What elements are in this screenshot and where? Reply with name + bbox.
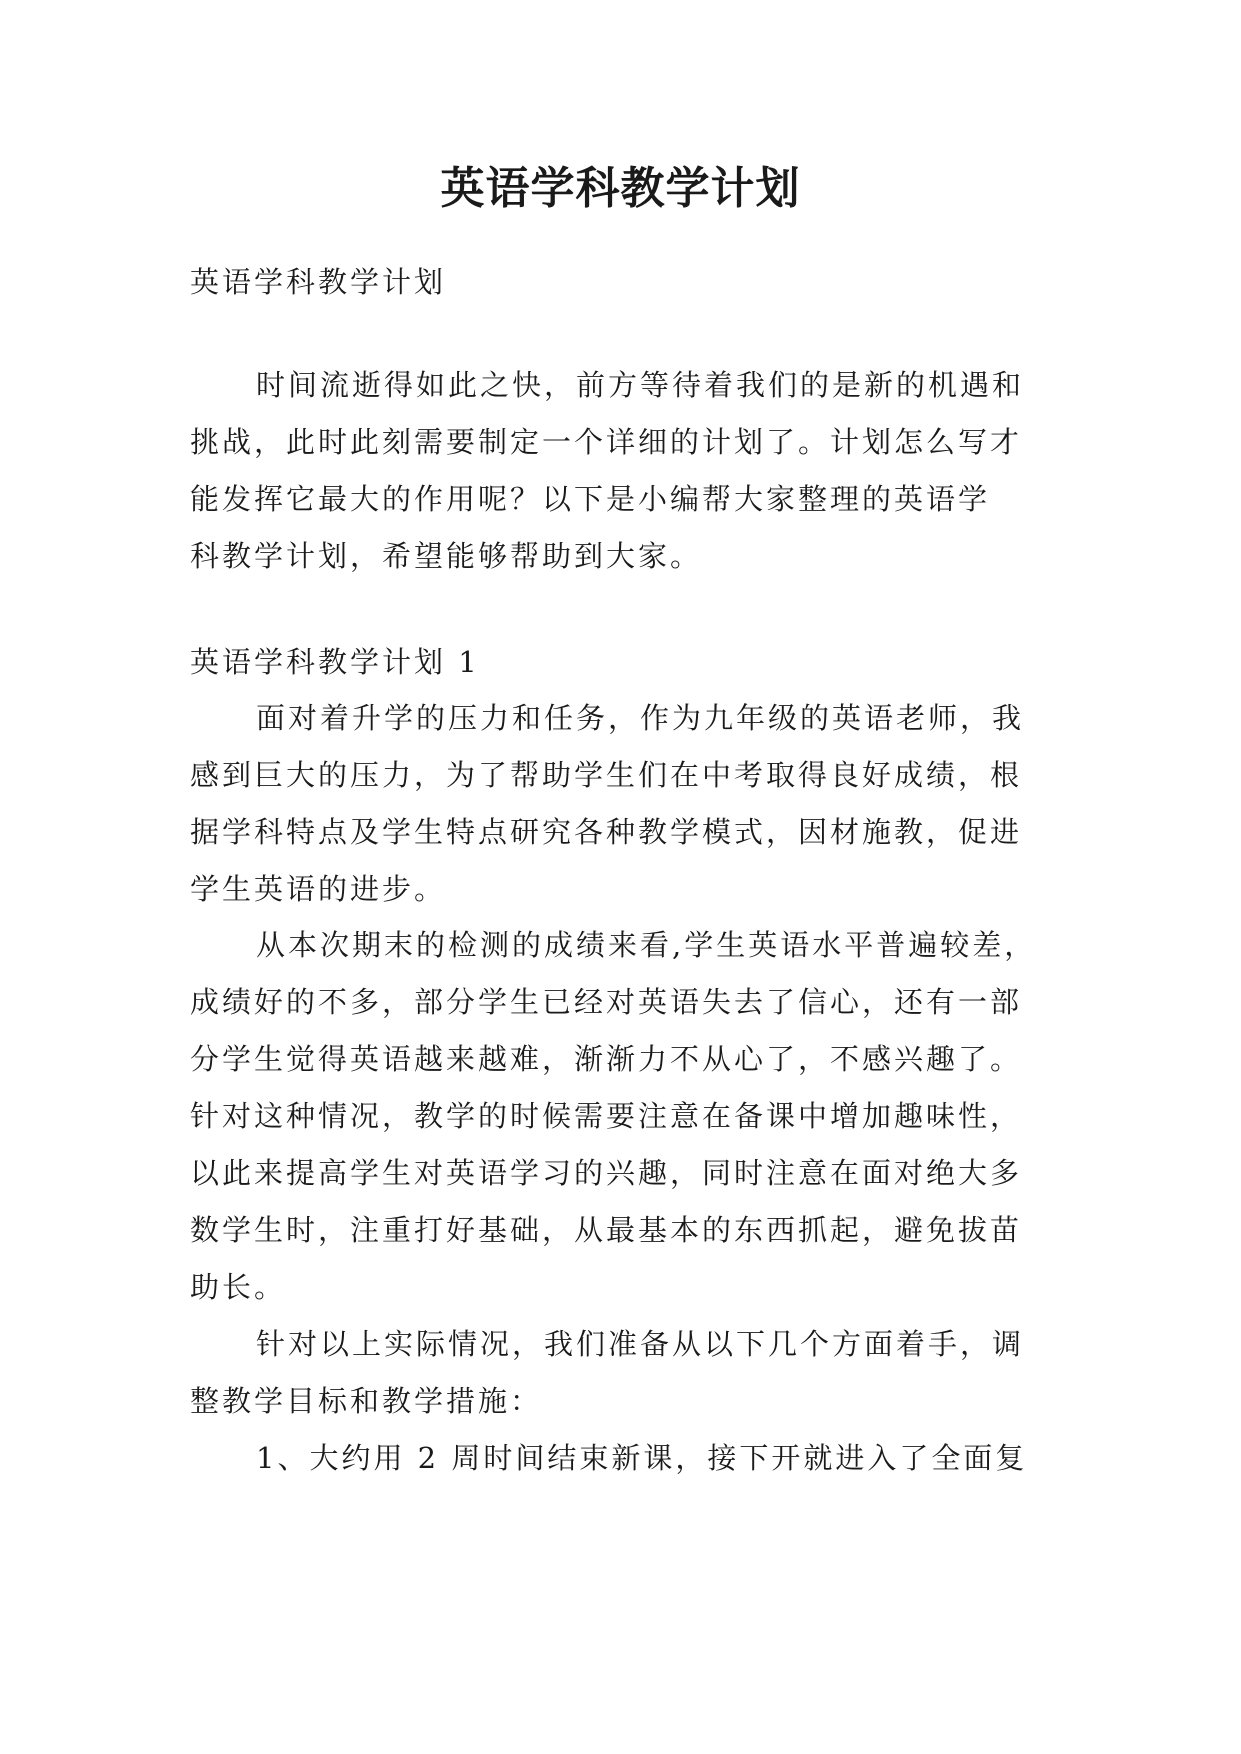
paragraph-line: 针对以上实际情况，我们准备从以下几个方面着手，调 [256, 1327, 1025, 1361]
document-subtitle: 英语学科教学计划 [190, 265, 447, 299]
intro-line: 科教学计划，希望能够帮助到大家。 [190, 539, 703, 573]
intro-line: 时间流逝得如此之快，前方等待着我们的是新的机遇和 [256, 368, 1025, 402]
paragraph-line: 助长。 [190, 1270, 287, 1304]
paragraph-line: 据学科特点及学生特点研究各种教学模式，因材施教，促进 [190, 815, 1023, 849]
paragraph-line: 分学生觉得英语越来越难，渐渐力不从心了，不感兴趣了。 [190, 1042, 1023, 1076]
paragraph-line: 以此来提高学生对英语学习的兴趣，同时注意在面对绝大多 [190, 1156, 1023, 1190]
paragraph-line: 学生英语的进步。 [190, 872, 447, 906]
paragraph-line: 感到巨大的压力，为了帮助学生们在中考取得良好成绩，根 [190, 758, 1023, 792]
paragraph-line: 针对这种情况，教学的时候需要注意在备课中增加趣味性， [190, 1099, 1023, 1133]
paragraph-line: 从本次期末的检测的成绩来看,学生英语水平普遍较差， [256, 928, 1037, 962]
intro-line: 挑战，此时此刻需要制定一个详细的计划了。计划怎么写才 [190, 425, 1023, 459]
section-heading: 英语学科教学计划 1 [190, 645, 480, 679]
document-title: 英语学科教学计划 [440, 163, 801, 214]
paragraph-line: 成绩好的不多，部分学生已经对英语失去了信心，还有一部 [190, 985, 1023, 1019]
paragraph-line: 整教学目标和教学措施： [190, 1384, 543, 1418]
paragraph-line: 数学生时，注重打好基础，从最基本的东西抓起，避免拔苗 [190, 1213, 1023, 1247]
paragraph-line: 1、大约用 2 周时间结束新课，接下开就进入了全面复 [256, 1441, 1028, 1475]
paragraph-line: 面对着升学的压力和任务，作为九年级的英语老师，我 [256, 701, 1025, 735]
intro-line: 能发挥它最大的作用呢？以下是小编帮大家整理的英语学 [190, 482, 991, 516]
